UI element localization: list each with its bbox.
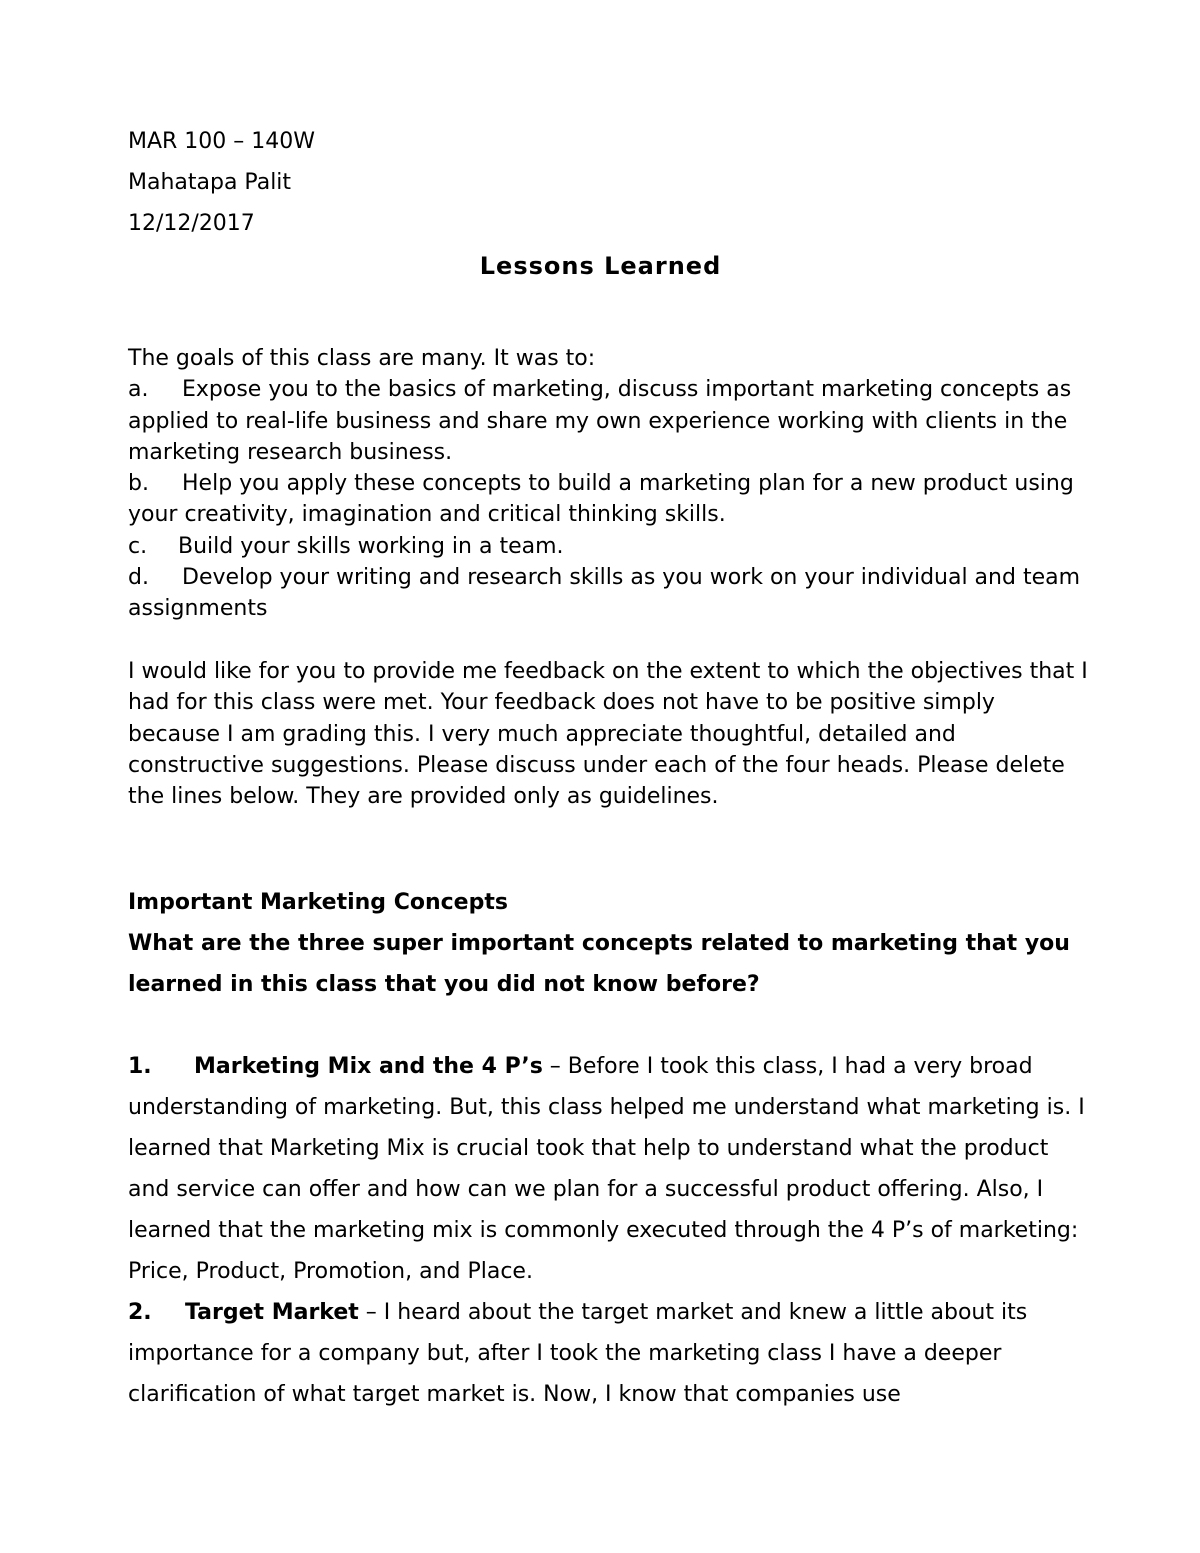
- section-heading: Important Marketing Concepts: [128, 890, 508, 915]
- section-headings: [128, 882, 1088, 1005]
- goal-item-a: [128, 374, 1088, 468]
- goal-letter: d.: [128, 565, 149, 591]
- goal-text: Help you apply these concepts to build a marketing plan for a new product using your creativity, imagination and critical thinking skills.: [128, 471, 1074, 528]
- goal-text: Expose you to the basics of marketing, discuss important marketing concepts as applied to real-life business and share my own experience working with clients in the marketing research business.: [128, 377, 1072, 465]
- feedback-paragraph: I would like for you to provide me feedback on the extent to which the objectives that I had for this class were met. Your feedback does not have to be positive simply because I am grading this. I very much appreciate thoughtful, detailed and constructive suggestions. Please discuss under each of the four heads. Please delete the lines below. They are provided only as guidelines.: [128, 659, 1088, 810]
- goal-text: Build your skills working in a team.: [178, 533, 564, 559]
- course-code: MAR 100 – 140W: [128, 129, 316, 154]
- author-name: Mahatapa Palit: [128, 170, 292, 195]
- document-title: Lessons Learned: [479, 252, 722, 280]
- feedback-request: [128, 656, 1088, 812]
- goal-letter: c.: [128, 533, 148, 559]
- answer-term: Target Market: [185, 1300, 359, 1325]
- goals-section: [128, 343, 1088, 625]
- document-date: 12/12/2017: [128, 211, 255, 236]
- section-question: What are the three super important concepts related to marketing that you learned in this class that you did not know before?: [128, 931, 1070, 997]
- answer-number: 2.: [128, 1300, 152, 1325]
- answer-number: 1.: [128, 1054, 152, 1079]
- goal-text: Develop your writing and research skills as you work on your individual and team assignments: [128, 565, 1081, 622]
- answer-text: – Before I took this class, I had a very broad understanding of marketing. But, this class helped me understand what marketing is. I learned that Marketing Mix is crucial took that help to understand what the product and service can offer and how can we plan for a successful product offering. Also, I learned that the marketing mix is commonly executed through the 4 P’s of marketing: Price, Product, Promotion, and Place.: [128, 1054, 1085, 1284]
- answer-item-1: [128, 1046, 1088, 1292]
- goals-lead: The goals of this class are many. It was to:: [128, 346, 596, 371]
- goal-letter: b.: [128, 471, 149, 497]
- goal-item-b: [128, 468, 1088, 531]
- answer-text: – I heard about the target market and knew a little about its importance for a company but, after I took the marketing class I have a deeper clarification of what target market is. Now, I know that companies use: [128, 1300, 1028, 1407]
- goal-item-d: [128, 562, 1088, 625]
- goal-letter: a.: [128, 377, 149, 403]
- answer-term: Marketing Mix and the 4 P’s: [194, 1054, 543, 1079]
- answers-list: [128, 1046, 1088, 1415]
- goal-item-c: [128, 531, 1088, 562]
- answer-item-2: [128, 1292, 1088, 1415]
